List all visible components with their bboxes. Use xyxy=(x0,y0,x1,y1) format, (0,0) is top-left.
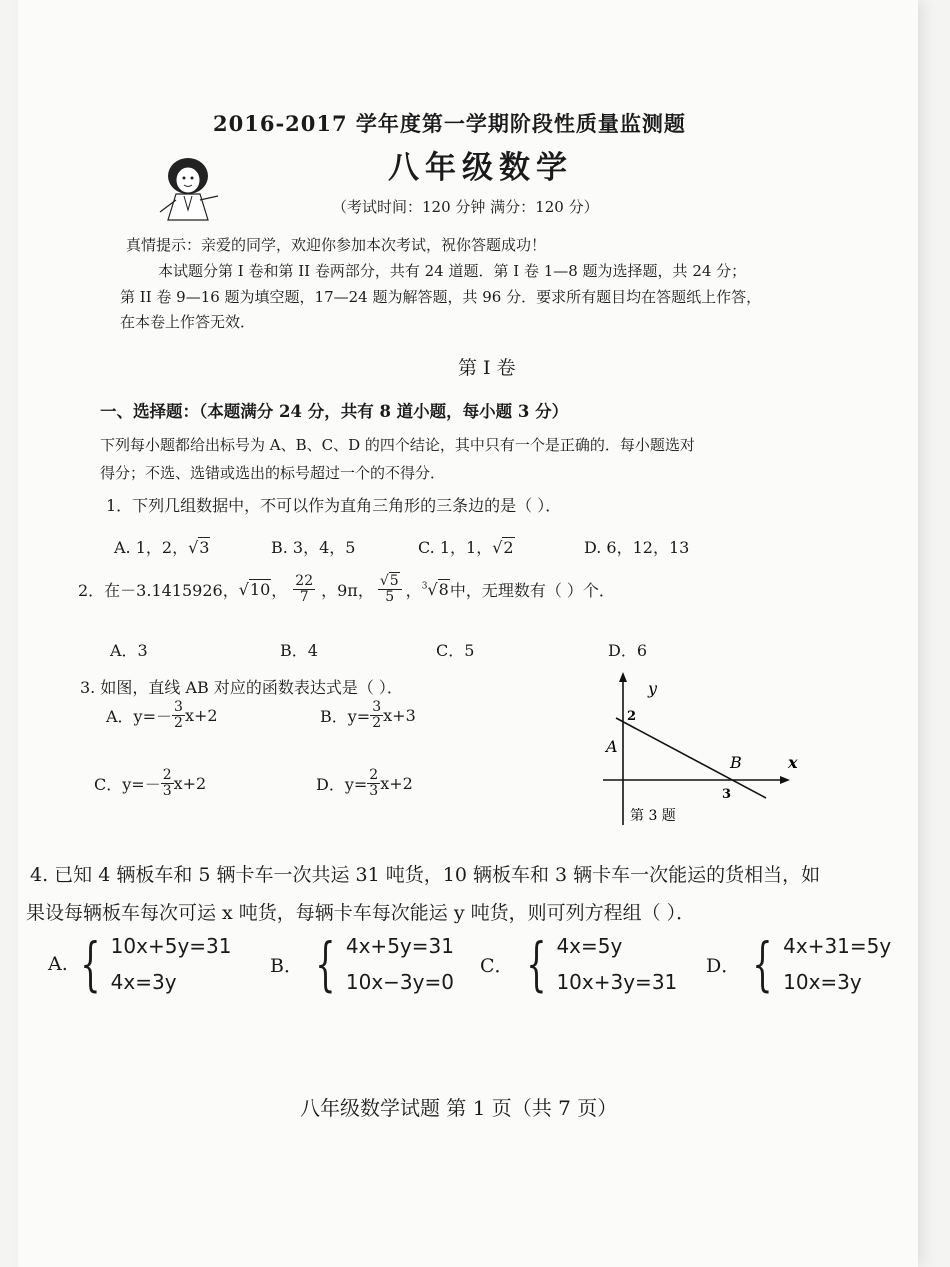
q2-option-c: C．5 xyxy=(436,641,475,660)
q2-mid: ，9π， xyxy=(321,580,374,600)
q4-d-system xyxy=(783,928,891,1000)
q4-a-system xyxy=(111,928,232,1000)
q3-d-num: 2 xyxy=(369,767,379,783)
exam-page xyxy=(18,0,918,1267)
q4-c-eq2: 10x+3y=31 xyxy=(556,970,678,994)
q2-fraction-22-7 xyxy=(293,574,315,604)
q2-frac-num: 22 xyxy=(295,573,314,589)
section-heading: 第 I 卷 xyxy=(458,357,516,379)
q3-c-post: x+2 xyxy=(173,773,207,793)
q2-cube-root: $^3$√8 xyxy=(421,579,449,599)
part1-title: 一、选择题：（本题满分 24 分，共有 8 道小题，每小题 3 分） xyxy=(100,402,569,421)
q2-sqrt10: √10 xyxy=(238,579,271,599)
part1-desc-2: 得分；不选、选错或选出的标号超过一个的不得分． xyxy=(100,464,446,482)
exam-time-note: （考试时间：120 分钟 满分：120 分） xyxy=(332,198,599,216)
x-axis-label: x xyxy=(788,753,798,772)
intro-line-1: 真情提示：亲爱的同学，欢迎你参加本次考试，祝你答题成功！ xyxy=(126,236,547,254)
q4-b-system xyxy=(346,928,454,1000)
part1-desc-1: 下列每小题都给出标号为 A、B、C、D 的四个结论，其中只有一个是正确的．每小题选对 xyxy=(100,436,695,454)
q3-c-num: 2 xyxy=(162,767,172,783)
q3-a-den: 2 xyxy=(174,714,183,731)
point-a-label: A xyxy=(606,737,618,756)
q3-b-post: x+3 xyxy=(383,705,416,725)
q2-option-d: D．6 xyxy=(608,641,648,660)
q4-b-label: B． xyxy=(270,954,303,977)
q3-d-pre: D．y= xyxy=(316,774,368,794)
q4-d-brace: { xyxy=(752,930,773,998)
q3-a-post: x+2 xyxy=(184,705,218,725)
q4-option-c xyxy=(480,928,677,1000)
y-axis-label: y xyxy=(648,679,658,698)
q1-option-c: C. 1，1，√2 xyxy=(418,538,514,557)
q3-d-post: x+2 xyxy=(380,773,413,793)
line-ab xyxy=(616,718,766,798)
subject-title: 八年级数学 xyxy=(388,150,573,186)
q4-a-eq1: 10x+5y=31 xyxy=(110,934,232,958)
q1-option-a-radicand: 3 xyxy=(199,538,210,557)
x-axis-arrow-icon xyxy=(780,776,790,784)
q4-d-eq2: 10x=3y xyxy=(783,970,862,994)
q4-a-eq2: 4x=3y xyxy=(110,970,177,994)
q4-option-b xyxy=(270,928,454,1000)
q4-d-label: D． xyxy=(706,954,741,977)
x-tick-label: 3 xyxy=(722,787,732,802)
q4-b-eq2: 10x−3y=0 xyxy=(345,970,454,994)
q4-c-system xyxy=(556,928,677,1000)
q3-c-den: 3 xyxy=(162,782,172,799)
q2-frac2-num: √5 xyxy=(378,574,402,590)
intro-line-4: 在本卷上作答无效． xyxy=(120,313,256,331)
q4-option-d xyxy=(706,928,891,1000)
q2-sqrt10-radicand: 10 xyxy=(249,579,271,599)
q4-a-brace: { xyxy=(80,930,101,998)
q3-d-den: 3 xyxy=(369,782,379,799)
q4-c-brace: { xyxy=(525,930,547,998)
q3-c-frac xyxy=(161,768,174,798)
q2-comma: ， xyxy=(271,580,288,600)
q3-graph xyxy=(598,670,798,830)
q3-b-pre: B．y= xyxy=(320,706,371,726)
point-b-label: B xyxy=(730,753,742,772)
exam-year-title: 2016-2017 学年度第一学期阶段性质量监测题 xyxy=(213,111,686,136)
y-axis-arrow-icon xyxy=(619,672,627,682)
q1-option-c-text: C. 1，1， xyxy=(418,538,493,557)
q4-b-brace: { xyxy=(315,930,336,998)
q1-option-c-radicand: 2 xyxy=(503,538,514,557)
q3-option-b xyxy=(320,700,416,730)
q1-option-d: D. 6，12，13 xyxy=(584,538,690,557)
q2-option-b: B．4 xyxy=(280,641,318,660)
q2-option-a: A．3 xyxy=(110,641,148,660)
y-tick-label: 2 xyxy=(627,709,637,724)
q4-d-eq1: 4x+31=5y xyxy=(783,934,892,958)
q3-option-a xyxy=(106,700,218,730)
q3-a-pre: A．y=－ xyxy=(106,706,173,726)
q3-d-frac xyxy=(367,768,380,798)
q4-c-eq1: 4x=5y xyxy=(556,934,623,958)
q2-frac-den: 7 xyxy=(299,588,309,605)
q2-fraction-sqrt5-5 xyxy=(378,574,402,604)
q3-stem: 3. 如图，直线 AB 对应的函数表达式是（ ）． xyxy=(80,678,403,697)
q1-stem: 1．下列几组数据中，不可以作为直角三角形的三条边的是（ ）． xyxy=(106,496,562,515)
q4-a-label: A. xyxy=(48,953,68,975)
q3-b-den: 2 xyxy=(372,714,382,731)
q3-option-c xyxy=(94,768,206,798)
q3-a-frac xyxy=(172,700,185,730)
q2-stem xyxy=(78,574,615,604)
q4-c-label: C． xyxy=(480,954,514,977)
cartoon-girl-illustration xyxy=(148,150,228,230)
q4-option-a xyxy=(48,928,231,1000)
q1-option-b: B. 3，4，5 xyxy=(271,538,356,557)
page-footer: 八年级数学试题 第 1 页（共 7 页） xyxy=(300,1096,618,1120)
q2-frac2-den: 5 xyxy=(385,588,395,605)
q1-option-a: A. 1，2，√3 xyxy=(114,538,210,557)
intro-line-2: 本试题分第 I 卷和第 II 卷两部分，共有 24 道题．第 I 卷 1—8 题为选择题，共 24 分； xyxy=(158,262,747,280)
graph-caption: 第 3 题 xyxy=(630,808,676,824)
q1-option-a-text: A. 1，2， xyxy=(114,538,189,557)
q2-suffix: 中，无理数有（ ）个． xyxy=(449,580,615,600)
q4-line-2: 果设每辆板车每次可运 x 吨货，每辆卡车每次能运 y 吨货，则可列方程组（ ）． xyxy=(26,902,696,924)
q4-line-1: 4. 已知 4 辆板车和 5 辆卡车一次共运 31 吨货，10 辆板车和 3 辆卡车一次能运的货相当，如 xyxy=(30,864,821,886)
q3-a-num: 3 xyxy=(174,699,183,715)
q3-b-frac xyxy=(370,700,383,730)
q2-prefix: 2．在－3.1415926， xyxy=(78,580,239,600)
q2-cube-index: 3 xyxy=(421,581,428,592)
q3-c-pre: C．y=－ xyxy=(94,774,161,794)
q3-b-num: 3 xyxy=(372,699,382,715)
q2-cube-radicand: 8 xyxy=(438,579,449,599)
q3-option-d xyxy=(316,768,413,798)
intro-line-3: 第 II 卷 9—16 题为填空题，17—24 题为解答题，共 96 分．要求所有题目均在答题纸上作答， xyxy=(120,288,762,306)
q2-frac2-num-radicand: 5 xyxy=(389,573,399,589)
q4-b-eq1: 4x+5y=31 xyxy=(345,934,454,958)
q2-comma-2: ， xyxy=(405,580,422,600)
